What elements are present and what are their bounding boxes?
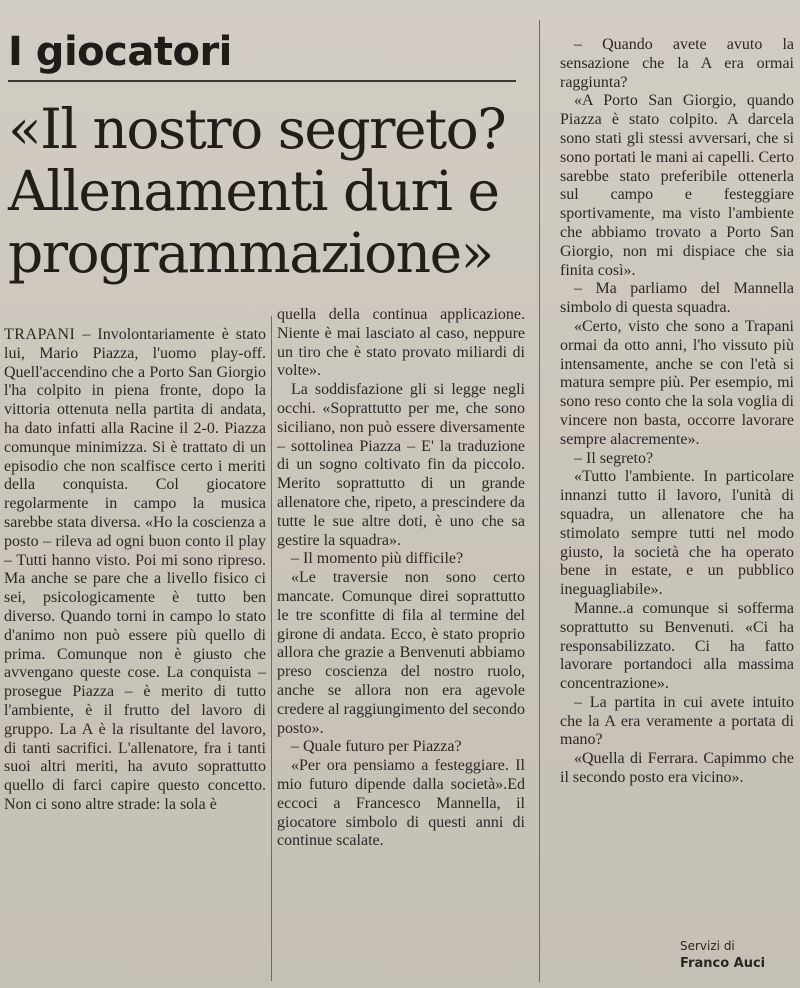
article-paragraph: quella della continua applicazione. Niente è mai lasciato al caso, neppure un tiro che è stato provato miliardi di volte». (277, 306, 525, 380)
headline-line-2: Allenamenti duri e (8, 159, 499, 223)
interview-question: – Il segreto? (574, 449, 654, 467)
article-paragraph (4, 326, 266, 815)
article-paragraph: La soddisfazione gli si legge negli occhi. «Soprattutto per me, che sono siciliano, non può essere diversamente – sottolinea Piazza – E' la traduzione di un sogno coltivato fin da piccolo. Merito soprattutto di un grande allenatore che, ripeto, a prescindere da tutte le sue altre doti, è uno che sa gestire la squadra». (277, 381, 525, 549)
article-paragraph: «A Porto San Giorgio, quando Piazza è stato colpito. A darcela sono stati gli stessi avversari, che si sono portati le mani ai capelli. Certo sarebbe stato preferibile ottenerla sul campo e festeggiare sportivamente, ma visto l'ambiente che abbiamo trovato a Porto San Giorgio, non mi dispiace che sia finita così». (560, 92, 794, 279)
interview-question: – La partita in cui avete intuito che la A era veramente a portata di mano? (560, 693, 794, 749)
article-paragraph: «Quella di Ferrara. Capimmo che il secondo posto era vicino». (560, 750, 794, 787)
article-paragraph: «Certo, visto che sono a Trapani ormai da otto anni, l'ho vissuto più intensamente, anche se con l'età si matura sempre più. Per esempio, mi sono reso conto che la sola voglia di vincere non basta, occorre lavorare sempre alacremente». (560, 317, 794, 448)
article-column-1 (4, 326, 266, 815)
headline-line-3: programmazione» (8, 221, 493, 285)
headline-line-1: «Il nostro segreto? (8, 97, 506, 161)
byline-author: Franco Auci (680, 956, 766, 971)
headline (8, 98, 528, 284)
interview-question: – Il momento più difficile? (291, 550, 464, 568)
byline-label: Servizi di (680, 939, 735, 953)
article-column-3 (560, 36, 794, 788)
interview-question: – Quale futuro per Piazza? (291, 738, 462, 756)
interview-question: – Ma parliamo del Mannella simbolo di questa squadra. (560, 280, 794, 317)
kicker-rule (8, 80, 516, 82)
column-divider (271, 316, 272, 981)
byline (680, 938, 765, 972)
column-divider (539, 20, 540, 982)
article-paragraph: «Le traversie non sono certo mancate. Comunque direi soprattutto le tre sconfitte di fila al termine del girone di andata. Ecco, è stato proprio allora che grazie a Benvenuti abbiamo preso coscienza del nostro ruolo, anche se allora non era agevole credere al raggiungimento del secondo posto». (277, 569, 525, 737)
article-paragraph: «Per ora pensiamo a festeggiare. Il mio futuro dipende dalla società».Ed eccoci a Francesco Mannella, il giocatore simbolo di questi anni di continue scalate. (277, 757, 525, 850)
section-kicker: I giocatori (8, 29, 232, 75)
article-paragraph: Manne..a comunque si sofferma soprattutto su Benvenuti. «Ci ha responsabilizzato. Ci ha fatto lavorare portandoci alla massima concentrazione». (560, 599, 794, 693)
paragraph-text: – Involontariamente è stato lui, Mario Piazza, l'uomo play-off. Quell'accendino che a Porto San Giorgio l'ha colpito in piena fronte, dopo la vittoria ottenuta nella partita di andata, ha dato infatti alla Racine il 2-0. Piazza comunque minimizza. Si è trattato di un episodio che non scalfisce certo i meriti della conquista. Col giocatore regolarmente in campo la musica sarebbe stata diversa. «Ho la coscienza a posto – rileva ad ogni buon conto il play – Tutti hanno visto. Poi mi sono ripreso. Ma anche se pare che a livello fisico ci sei, psicologicamente è tutto ben diverso. Quando torni in campo lo stato d'animo non può essere più quello di prima. Comunque non è giusto che avvengano queste cose. La conquista – prosegue Piazza – è merito di tutto l'ambiente, è il frutto del lavoro di gruppo. La A è la risultante del lavoro, di tanti sacrifici. L'allenatore, fra i tanti suoi altri meriti, ha avuto soprattutto quello di farci capire questo concetto. Non ci sono altre strade: la sola è (4, 326, 267, 813)
article-column-2 (277, 306, 525, 851)
dateline: TRAPANI (4, 326, 76, 343)
article-paragraph: «Tutto l'ambiente. In particolare innanzi tutto il lavoro, l'unità di squadra, un allenatore che ha stimolato sempre tutti nel modo giusto, la società che ha operato bene in estate, e un pubblico ineguagliabile». (560, 468, 794, 599)
interview-question: – Quando avete avuto la sensazione che la A era ormai raggiunta? (560, 36, 794, 91)
